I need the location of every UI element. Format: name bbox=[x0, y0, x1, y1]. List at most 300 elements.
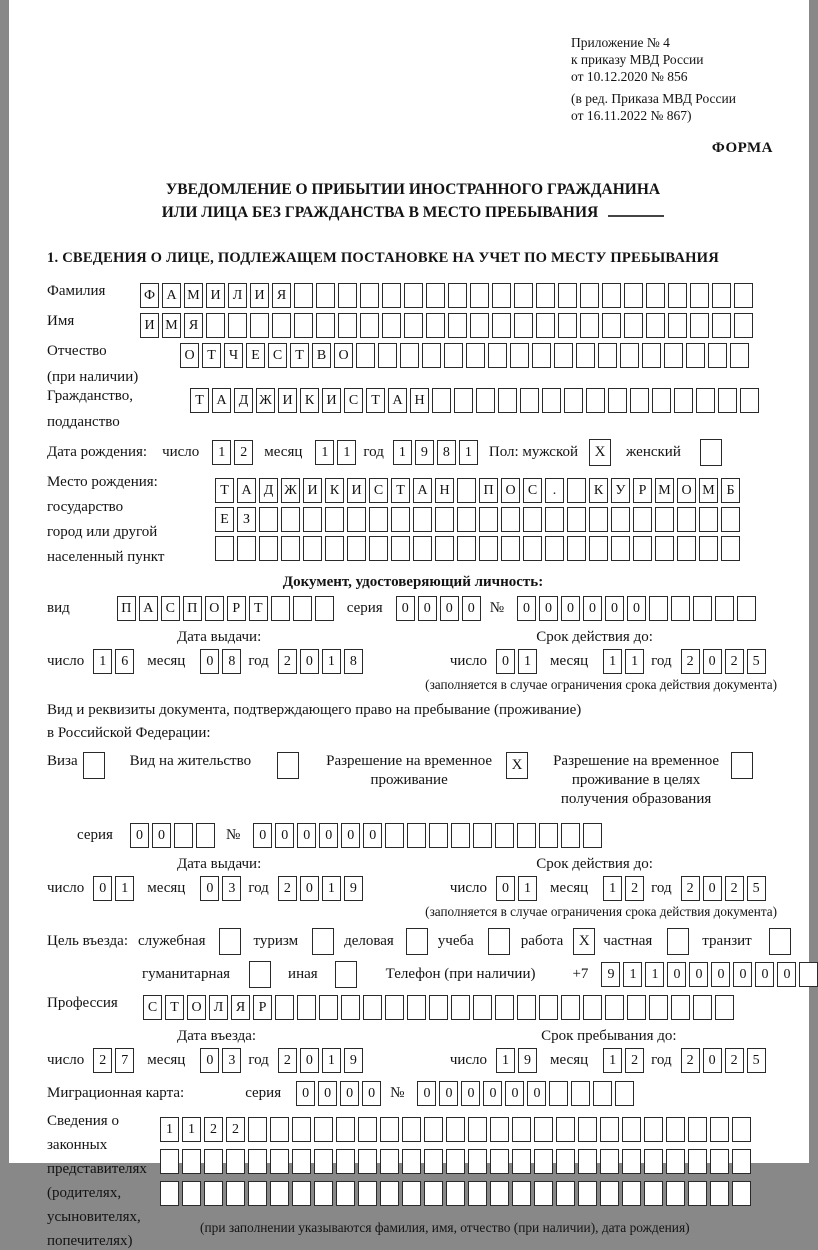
char-box[interactable] bbox=[174, 823, 193, 848]
char-box[interactable]: П bbox=[183, 596, 202, 621]
char-box[interactable]: 2 bbox=[278, 649, 297, 674]
char-box[interactable] bbox=[671, 596, 690, 621]
char-box[interactable] bbox=[385, 823, 404, 848]
char-box[interactable]: 0 bbox=[496, 649, 515, 674]
char-box[interactable] bbox=[292, 1181, 311, 1206]
char-box[interactable]: Д bbox=[234, 388, 253, 413]
char-box[interactable]: 0 bbox=[440, 596, 459, 621]
char-box[interactable] bbox=[539, 995, 558, 1020]
char-box[interactable] bbox=[715, 596, 734, 621]
char-box[interactable] bbox=[532, 343, 551, 368]
char-box[interactable] bbox=[358, 1181, 377, 1206]
char-box[interactable] bbox=[479, 536, 498, 561]
char-box[interactable] bbox=[558, 283, 577, 308]
char-box[interactable]: С bbox=[523, 478, 542, 503]
char-box[interactable] bbox=[539, 823, 558, 848]
char-box[interactable] bbox=[476, 388, 495, 413]
char-box[interactable]: И bbox=[303, 478, 322, 503]
char-box[interactable] bbox=[536, 283, 555, 308]
char-box[interactable]: Р bbox=[633, 478, 652, 503]
char-box[interactable]: 0 bbox=[200, 649, 219, 674]
char-box[interactable] bbox=[335, 961, 357, 988]
char-box[interactable]: 2 bbox=[278, 1048, 297, 1073]
char-box[interactable] bbox=[512, 1149, 531, 1174]
char-box[interactable] bbox=[470, 313, 489, 338]
char-box[interactable]: 1 bbox=[315, 440, 334, 465]
char-box[interactable] bbox=[589, 536, 608, 561]
char-box[interactable]: Т bbox=[391, 478, 410, 503]
char-box[interactable] bbox=[356, 343, 375, 368]
char-box[interactable] bbox=[391, 536, 410, 561]
char-box[interactable]: 0 bbox=[496, 876, 515, 901]
char-box[interactable] bbox=[514, 313, 533, 338]
char-box[interactable] bbox=[644, 1149, 663, 1174]
char-box[interactable] bbox=[446, 1181, 465, 1206]
char-box[interactable] bbox=[534, 1117, 553, 1142]
char-box[interactable]: О bbox=[334, 343, 353, 368]
char-box[interactable] bbox=[281, 507, 300, 532]
char-box[interactable] bbox=[732, 1181, 751, 1206]
char-box[interactable] bbox=[696, 388, 715, 413]
char-box[interactable] bbox=[448, 283, 467, 308]
char-box[interactable] bbox=[473, 995, 492, 1020]
char-box[interactable]: Д bbox=[259, 478, 278, 503]
char-box[interactable]: 9 bbox=[344, 876, 363, 901]
char-box[interactable] bbox=[360, 313, 379, 338]
char-box[interactable] bbox=[457, 536, 476, 561]
char-box[interactable]: 3 bbox=[222, 876, 241, 901]
char-box[interactable]: 0 bbox=[439, 1081, 458, 1106]
char-box[interactable]: Т bbox=[190, 388, 209, 413]
char-box[interactable] bbox=[495, 995, 514, 1020]
char-box[interactable] bbox=[710, 1117, 729, 1142]
char-box[interactable] bbox=[402, 1149, 421, 1174]
char-box[interactable] bbox=[567, 536, 586, 561]
char-box[interactable] bbox=[624, 283, 643, 308]
char-box[interactable] bbox=[182, 1181, 201, 1206]
char-box[interactable] bbox=[567, 478, 586, 503]
char-box[interactable]: 0 bbox=[296, 1081, 315, 1106]
char-box[interactable] bbox=[435, 507, 454, 532]
char-box[interactable] bbox=[633, 507, 652, 532]
char-box[interactable] bbox=[740, 388, 759, 413]
char-box[interactable]: 1 bbox=[115, 876, 134, 901]
char-box[interactable] bbox=[492, 283, 511, 308]
char-box[interactable]: А bbox=[162, 283, 181, 308]
char-box[interactable]: 2 bbox=[226, 1117, 245, 1142]
char-box[interactable] bbox=[336, 1149, 355, 1174]
char-box[interactable] bbox=[363, 995, 382, 1020]
char-box[interactable] bbox=[589, 507, 608, 532]
char-box[interactable]: 2 bbox=[278, 876, 297, 901]
char-box[interactable]: 0 bbox=[605, 596, 624, 621]
char-box[interactable] bbox=[561, 995, 580, 1020]
char-box[interactable]: 1 bbox=[518, 649, 537, 674]
char-box[interactable] bbox=[380, 1117, 399, 1142]
char-box[interactable]: Р bbox=[227, 596, 246, 621]
char-box[interactable]: Е bbox=[215, 507, 234, 532]
char-box[interactable] bbox=[602, 313, 621, 338]
char-box[interactable] bbox=[347, 536, 366, 561]
char-box[interactable] bbox=[710, 1149, 729, 1174]
char-box[interactable]: А bbox=[413, 478, 432, 503]
char-box[interactable]: 0 bbox=[417, 1081, 436, 1106]
char-box[interactable]: 0 bbox=[703, 876, 722, 901]
char-box[interactable] bbox=[432, 388, 451, 413]
char-box[interactable]: Т bbox=[249, 596, 268, 621]
char-box[interactable]: М bbox=[162, 313, 181, 338]
char-box[interactable] bbox=[325, 536, 344, 561]
char-box[interactable] bbox=[385, 995, 404, 1020]
char-box[interactable] bbox=[435, 536, 454, 561]
char-box[interactable] bbox=[620, 343, 639, 368]
char-box[interactable]: 1 bbox=[459, 440, 478, 465]
char-box[interactable]: И bbox=[322, 388, 341, 413]
char-box[interactable]: 0 bbox=[130, 823, 149, 848]
char-box[interactable] bbox=[204, 1181, 223, 1206]
char-box[interactable] bbox=[655, 536, 674, 561]
char-box[interactable] bbox=[292, 1149, 311, 1174]
char-box[interactable] bbox=[622, 1117, 641, 1142]
char-box[interactable] bbox=[556, 1181, 575, 1206]
char-box[interactable]: О bbox=[501, 478, 520, 503]
char-box[interactable]: 0 bbox=[275, 823, 294, 848]
char-box[interactable] bbox=[517, 823, 536, 848]
char-box[interactable]: А bbox=[237, 478, 256, 503]
char-box[interactable] bbox=[336, 1181, 355, 1206]
char-box[interactable] bbox=[468, 1117, 487, 1142]
char-box[interactable]: 1 bbox=[182, 1117, 201, 1142]
char-box[interactable] bbox=[319, 995, 338, 1020]
char-box[interactable]: Ж bbox=[256, 388, 275, 413]
char-box[interactable] bbox=[710, 1181, 729, 1206]
char-box[interactable] bbox=[347, 507, 366, 532]
char-box[interactable] bbox=[542, 388, 561, 413]
char-box[interactable] bbox=[622, 1181, 641, 1206]
char-box[interactable] bbox=[294, 283, 313, 308]
char-box[interactable] bbox=[580, 313, 599, 338]
char-box[interactable] bbox=[407, 995, 426, 1020]
char-box[interactable] bbox=[674, 388, 693, 413]
char-box[interactable] bbox=[404, 283, 423, 308]
char-box[interactable]: 0 bbox=[152, 823, 171, 848]
char-box[interactable] bbox=[558, 313, 577, 338]
char-box[interactable] bbox=[633, 536, 652, 561]
char-box[interactable]: Н bbox=[410, 388, 429, 413]
char-box[interactable] bbox=[578, 1181, 597, 1206]
char-box[interactable] bbox=[688, 1117, 707, 1142]
char-box[interactable]: 0 bbox=[300, 876, 319, 901]
char-box[interactable]: 0 bbox=[461, 1081, 480, 1106]
char-box[interactable] bbox=[259, 536, 278, 561]
char-box[interactable]: 2 bbox=[725, 876, 744, 901]
char-box[interactable] bbox=[666, 1117, 685, 1142]
char-box[interactable]: 2 bbox=[625, 1048, 644, 1073]
char-box[interactable] bbox=[316, 313, 335, 338]
char-box[interactable] bbox=[583, 823, 602, 848]
char-box[interactable] bbox=[426, 283, 445, 308]
char-box[interactable] bbox=[708, 343, 727, 368]
char-box[interactable] bbox=[644, 1117, 663, 1142]
char-box[interactable] bbox=[583, 995, 602, 1020]
char-box[interactable] bbox=[611, 536, 630, 561]
char-box[interactable]: Ф bbox=[140, 283, 159, 308]
char-box[interactable] bbox=[556, 1117, 575, 1142]
char-box[interactable]: 5 bbox=[747, 1048, 766, 1073]
char-box[interactable]: 1 bbox=[603, 649, 622, 674]
char-box[interactable]: С bbox=[268, 343, 287, 368]
char-box[interactable] bbox=[498, 388, 517, 413]
char-box[interactable]: Ч bbox=[224, 343, 243, 368]
char-box[interactable] bbox=[712, 283, 731, 308]
char-box[interactable] bbox=[571, 1081, 590, 1106]
char-box[interactable] bbox=[413, 536, 432, 561]
char-box[interactable] bbox=[690, 283, 709, 308]
char-box[interactable]: 9 bbox=[344, 1048, 363, 1073]
char-box[interactable] bbox=[769, 928, 791, 955]
char-box[interactable]: 2 bbox=[234, 440, 253, 465]
char-box[interactable] bbox=[259, 507, 278, 532]
char-box[interactable]: 0 bbox=[703, 1048, 722, 1073]
char-box[interactable]: 5 bbox=[747, 876, 766, 901]
char-box[interactable] bbox=[799, 962, 818, 987]
char-box[interactable]: X bbox=[506, 752, 528, 779]
char-box[interactable] bbox=[580, 283, 599, 308]
char-box[interactable] bbox=[358, 1149, 377, 1174]
char-box[interactable] bbox=[400, 343, 419, 368]
char-box[interactable]: 2 bbox=[681, 1048, 700, 1073]
char-box[interactable] bbox=[693, 995, 712, 1020]
char-box[interactable] bbox=[380, 1181, 399, 1206]
char-box[interactable] bbox=[549, 1081, 568, 1106]
char-box[interactable]: 0 bbox=[517, 596, 536, 621]
char-box[interactable] bbox=[215, 536, 234, 561]
char-box[interactable] bbox=[297, 995, 316, 1020]
char-box[interactable] bbox=[611, 507, 630, 532]
char-box[interactable]: 0 bbox=[527, 1081, 546, 1106]
char-box[interactable]: И bbox=[278, 388, 297, 413]
char-box[interactable] bbox=[578, 1149, 597, 1174]
char-box[interactable] bbox=[457, 507, 476, 532]
char-box[interactable]: 1 bbox=[623, 962, 642, 987]
char-box[interactable] bbox=[492, 313, 511, 338]
char-box[interactable]: З bbox=[237, 507, 256, 532]
char-box[interactable] bbox=[426, 313, 445, 338]
char-box[interactable] bbox=[451, 995, 470, 1020]
char-box[interactable]: 0 bbox=[363, 823, 382, 848]
char-box[interactable] bbox=[470, 283, 489, 308]
char-box[interactable]: М bbox=[184, 283, 203, 308]
char-box[interactable] bbox=[731, 752, 753, 779]
char-box[interactable]: Л bbox=[228, 283, 247, 308]
char-box[interactable]: Б bbox=[721, 478, 740, 503]
char-box[interactable] bbox=[495, 823, 514, 848]
char-box[interactable]: Р bbox=[253, 995, 272, 1020]
char-box[interactable]: 0 bbox=[667, 962, 686, 987]
char-box[interactable] bbox=[391, 507, 410, 532]
char-box[interactable] bbox=[642, 343, 661, 368]
char-box[interactable] bbox=[567, 507, 586, 532]
char-box[interactable] bbox=[602, 283, 621, 308]
char-box[interactable]: 0 bbox=[755, 962, 774, 987]
char-box[interactable]: С bbox=[161, 596, 180, 621]
char-box[interactable]: 8 bbox=[437, 440, 456, 465]
char-box[interactable] bbox=[690, 313, 709, 338]
char-box[interactable] bbox=[250, 313, 269, 338]
char-box[interactable] bbox=[488, 343, 507, 368]
char-box[interactable] bbox=[448, 313, 467, 338]
char-box[interactable] bbox=[554, 343, 573, 368]
char-box[interactable] bbox=[457, 478, 476, 503]
char-box[interactable] bbox=[270, 1149, 289, 1174]
char-box[interactable] bbox=[228, 313, 247, 338]
char-box[interactable]: И bbox=[206, 283, 225, 308]
char-box[interactable]: 0 bbox=[733, 962, 752, 987]
char-box[interactable]: 0 bbox=[300, 649, 319, 674]
char-box[interactable]: 1 bbox=[93, 649, 112, 674]
char-box[interactable] bbox=[226, 1181, 245, 1206]
char-box[interactable]: Т bbox=[202, 343, 221, 368]
char-box[interactable]: 0 bbox=[483, 1081, 502, 1106]
char-box[interactable]: Н bbox=[435, 478, 454, 503]
char-box[interactable]: 0 bbox=[200, 1048, 219, 1073]
char-box[interactable]: С bbox=[369, 478, 388, 503]
char-box[interactable]: 9 bbox=[415, 440, 434, 465]
char-box[interactable] bbox=[624, 313, 643, 338]
char-box[interactable]: 0 bbox=[319, 823, 338, 848]
char-box[interactable] bbox=[523, 536, 542, 561]
char-box[interactable] bbox=[292, 1117, 311, 1142]
char-box[interactable] bbox=[605, 995, 624, 1020]
char-box[interactable] bbox=[737, 596, 756, 621]
char-box[interactable] bbox=[715, 995, 734, 1020]
char-box[interactable]: 0 bbox=[300, 1048, 319, 1073]
char-box[interactable] bbox=[668, 283, 687, 308]
char-box[interactable] bbox=[688, 1149, 707, 1174]
char-box[interactable] bbox=[303, 536, 322, 561]
char-box[interactable]: 7 bbox=[115, 1048, 134, 1073]
char-box[interactable] bbox=[732, 1117, 751, 1142]
char-box[interactable]: 6 bbox=[115, 649, 134, 674]
char-box[interactable] bbox=[514, 283, 533, 308]
char-box[interactable] bbox=[404, 313, 423, 338]
char-box[interactable]: К bbox=[589, 478, 608, 503]
char-box[interactable] bbox=[652, 388, 671, 413]
char-box[interactable] bbox=[699, 536, 718, 561]
char-box[interactable] bbox=[490, 1181, 509, 1206]
char-box[interactable]: О bbox=[205, 596, 224, 621]
char-box[interactable]: 1 bbox=[625, 649, 644, 674]
char-box[interactable]: 0 bbox=[340, 1081, 359, 1106]
char-box[interactable] bbox=[510, 343, 529, 368]
char-box[interactable] bbox=[627, 995, 646, 1020]
char-box[interactable] bbox=[693, 596, 712, 621]
char-box[interactable] bbox=[630, 388, 649, 413]
char-box[interactable]: 2 bbox=[725, 1048, 744, 1073]
char-box[interactable]: 0 bbox=[318, 1081, 337, 1106]
char-box[interactable] bbox=[608, 388, 627, 413]
char-box[interactable]: И bbox=[347, 478, 366, 503]
char-box[interactable]: 0 bbox=[505, 1081, 524, 1106]
char-box[interactable]: В bbox=[312, 343, 331, 368]
char-box[interactable] bbox=[622, 1149, 641, 1174]
char-box[interactable]: 1 bbox=[322, 876, 341, 901]
char-box[interactable]: 1 bbox=[603, 876, 622, 901]
char-box[interactable]: 9 bbox=[601, 962, 620, 987]
char-box[interactable]: 0 bbox=[93, 876, 112, 901]
char-box[interactable] bbox=[600, 1117, 619, 1142]
char-box[interactable]: 2 bbox=[681, 876, 700, 901]
char-box[interactable] bbox=[490, 1117, 509, 1142]
char-box[interactable] bbox=[501, 536, 520, 561]
char-box[interactable] bbox=[520, 388, 539, 413]
char-box[interactable] bbox=[219, 928, 241, 955]
char-box[interactable]: Т bbox=[366, 388, 385, 413]
char-box[interactable] bbox=[512, 1181, 531, 1206]
char-box[interactable] bbox=[512, 1117, 531, 1142]
char-box[interactable]: 1 bbox=[337, 440, 356, 465]
char-box[interactable]: М bbox=[699, 478, 718, 503]
char-box[interactable] bbox=[454, 388, 473, 413]
char-box[interactable] bbox=[270, 1181, 289, 1206]
char-box[interactable] bbox=[732, 1149, 751, 1174]
char-box[interactable] bbox=[523, 507, 542, 532]
char-box[interactable]: Т bbox=[290, 343, 309, 368]
char-box[interactable] bbox=[686, 343, 705, 368]
char-box[interactable] bbox=[341, 995, 360, 1020]
char-box[interactable]: 5 bbox=[747, 649, 766, 674]
char-box[interactable] bbox=[369, 536, 388, 561]
char-box[interactable] bbox=[338, 313, 357, 338]
char-box[interactable] bbox=[196, 823, 215, 848]
char-box[interactable]: 3 bbox=[222, 1048, 241, 1073]
char-box[interactable] bbox=[424, 1181, 443, 1206]
char-box[interactable] bbox=[712, 313, 731, 338]
char-box[interactable]: А bbox=[139, 596, 158, 621]
char-box[interactable] bbox=[358, 1117, 377, 1142]
char-box[interactable] bbox=[576, 343, 595, 368]
char-box[interactable]: Я bbox=[231, 995, 250, 1020]
char-box[interactable] bbox=[402, 1181, 421, 1206]
char-box[interactable] bbox=[316, 283, 335, 308]
char-box[interactable] bbox=[671, 995, 690, 1020]
char-box[interactable]: 1 bbox=[518, 876, 537, 901]
char-box[interactable] bbox=[182, 1149, 201, 1174]
char-box[interactable] bbox=[314, 1181, 333, 1206]
char-box[interactable] bbox=[248, 1181, 267, 1206]
char-box[interactable]: О bbox=[187, 995, 206, 1020]
char-box[interactable] bbox=[600, 1149, 619, 1174]
char-box[interactable] bbox=[479, 507, 498, 532]
char-box[interactable]: Я bbox=[184, 313, 203, 338]
char-box[interactable] bbox=[721, 507, 740, 532]
char-box[interactable] bbox=[422, 343, 441, 368]
char-box[interactable] bbox=[688, 1181, 707, 1206]
char-box[interactable]: А bbox=[212, 388, 231, 413]
char-box[interactable] bbox=[336, 1117, 355, 1142]
char-box[interactable] bbox=[668, 313, 687, 338]
char-box[interactable]: 8 bbox=[222, 649, 241, 674]
char-box[interactable] bbox=[271, 596, 290, 621]
char-box[interactable] bbox=[517, 995, 536, 1020]
char-box[interactable] bbox=[649, 995, 668, 1020]
char-box[interactable] bbox=[413, 507, 432, 532]
char-box[interactable]: 0 bbox=[362, 1081, 381, 1106]
char-box[interactable]: 0 bbox=[297, 823, 316, 848]
char-box[interactable]: А bbox=[388, 388, 407, 413]
char-box[interactable]: 0 bbox=[777, 962, 796, 987]
char-box[interactable]: 2 bbox=[725, 649, 744, 674]
